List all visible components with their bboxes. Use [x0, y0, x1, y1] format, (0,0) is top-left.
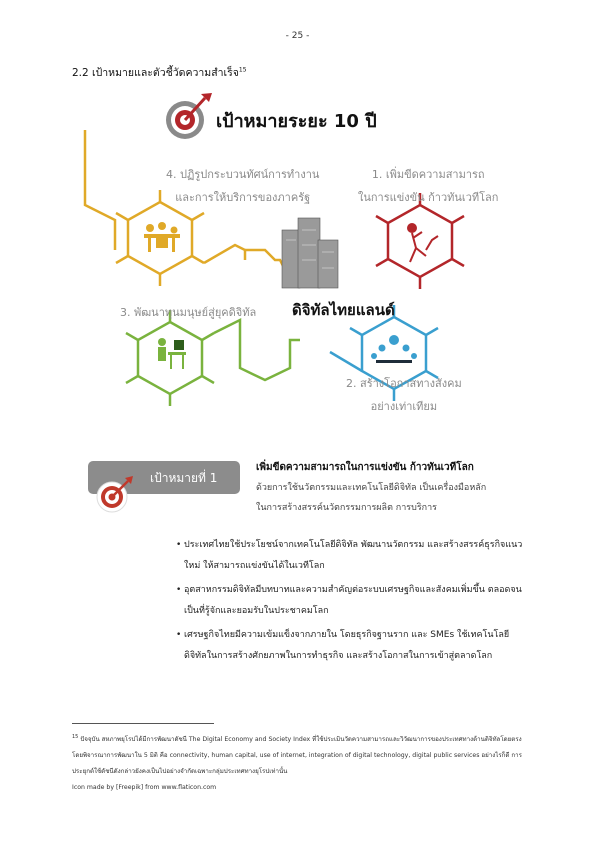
goal-3-hexagon-network [126, 310, 300, 406]
goal-1-label [358, 163, 498, 209]
digital-thailand-goals-diagram [70, 90, 530, 420]
section-heading-text: 2.2 เป้าหมายและตัวชี้วัดความสำเร็จ [72, 67, 239, 79]
goal-1-label-line2: ในการแข่งขัน ก้าวทันเวทีโลก [358, 191, 499, 204]
list-item: • ประเทศไทยใช้ประโยชน์จากเทคโนโลยีดิจิทัล พัฒนานวัตกรรม และสร้างสรรค์ธุรกิจแนวใหม่ ให้สามารถแข่งขันได้ในเวทีโลก [176, 535, 526, 577]
goal-1-title: เพิ่มขีดความสามารถในการแข่งขัน ก้าวทันเวทีโลก [256, 462, 474, 473]
goal-2-label-line1: 2. สร้างโอกาสทางสังคม [346, 377, 462, 390]
footnote-marker: 15 [72, 734, 79, 740]
goal-1-label-line1: 1. เพิ่มขีดความสามารถ [371, 168, 485, 181]
goal-1-description-line1: ด้วยการใช้นวัตกรรมและเทคโนโลยีดิจิทัล เป็นเครื่องมือหลัก [256, 483, 487, 493]
community-icon [371, 335, 417, 363]
goals-diagram-graphic [70, 90, 530, 420]
footnote [72, 729, 527, 796]
digital-thailand-label: ดิจิทัลไทยแลนด์ [292, 301, 395, 319]
goal-2-label-line2: อย่างเท่าเทียม [370, 400, 438, 413]
goal-1-bullet-list [176, 535, 526, 670]
city-buildings-icon [282, 218, 338, 288]
target-icon [92, 472, 138, 516]
goal-4-label [166, 163, 319, 209]
goal-1-description [256, 478, 536, 518]
icon-credit: Icon made by [Freepik] from www.flaticon.com [72, 784, 217, 792]
main-goal-title: เป้าหมายระยะ 10 ปี [216, 111, 377, 132]
list-item: • เศรษฐกิจไทยมีความเข้มแข็งจากภายใน โดยธุรกิจฐานราก และ SMEs ใช้เทคโนโลยีดิจิทัลในการสร้างศักยภาพในการทำธุรกิจ และสร้างโอกาสในการเข้าสู่ตลาดโลก [176, 625, 526, 667]
footnote-divider [72, 723, 214, 724]
list-item: • อุตสาหกรรมดิจิทัลมีบทบาทและความสำคัญต่อระบบเศรษฐกิจและสังคมเพิ่มขึ้น ตลอดจนเป็นที่รู้จักและยอมรับในประชาคมโลก [176, 580, 526, 622]
people-meeting-icon [144, 222, 180, 252]
section-heading [72, 64, 247, 81]
goal-4-label-line2: และการให้บริการของภาครัฐ [175, 191, 311, 204]
goal-2-label [346, 372, 462, 418]
goal-4-label-line1: 4. ปฏิรูปกระบวนทัศน์การทำงาน [166, 168, 320, 181]
climbing-person-icon [408, 224, 438, 262]
goal-1-description-line2: ในการสร้างสรรค์นวัตกรรมการผลิต การบริการ [256, 503, 437, 513]
footnote-reference[interactable]: 15 [238, 66, 247, 74]
person-at-desk-icon [158, 338, 186, 369]
target-icon [166, 93, 212, 139]
goal-3-label: 3. พัฒนาทุนมนุษย์สู่ยุคดิจิทัล [120, 306, 257, 319]
page-number: - 25 - [285, 31, 310, 41]
footnote-text: ปัจจุบัน สหภาพยุโรปได้มีการพัฒนาดัชนี The Digital Economy and Society Index ที่ใช้ประเมินวัดความสามารถและวิวัฒนาการของประเทศทางด้านดิจิทัลโดยตรง โดยพิจารณาการพัฒนาใน 5 มิติ คือ connectivity, human capital, use of internet, integration of digital technology, digital public services อย่างไรก็ดี การประยุกต์ใช้ดัชนีดังกล่าวยังคงเป็นไปอย่างจำกัดเฉพาะกลุ่มประเทศทางยุโรปเท่านั้น [72, 736, 522, 776]
goal-1-badge-label: เป้าหมายที่ 1 [150, 471, 218, 485]
